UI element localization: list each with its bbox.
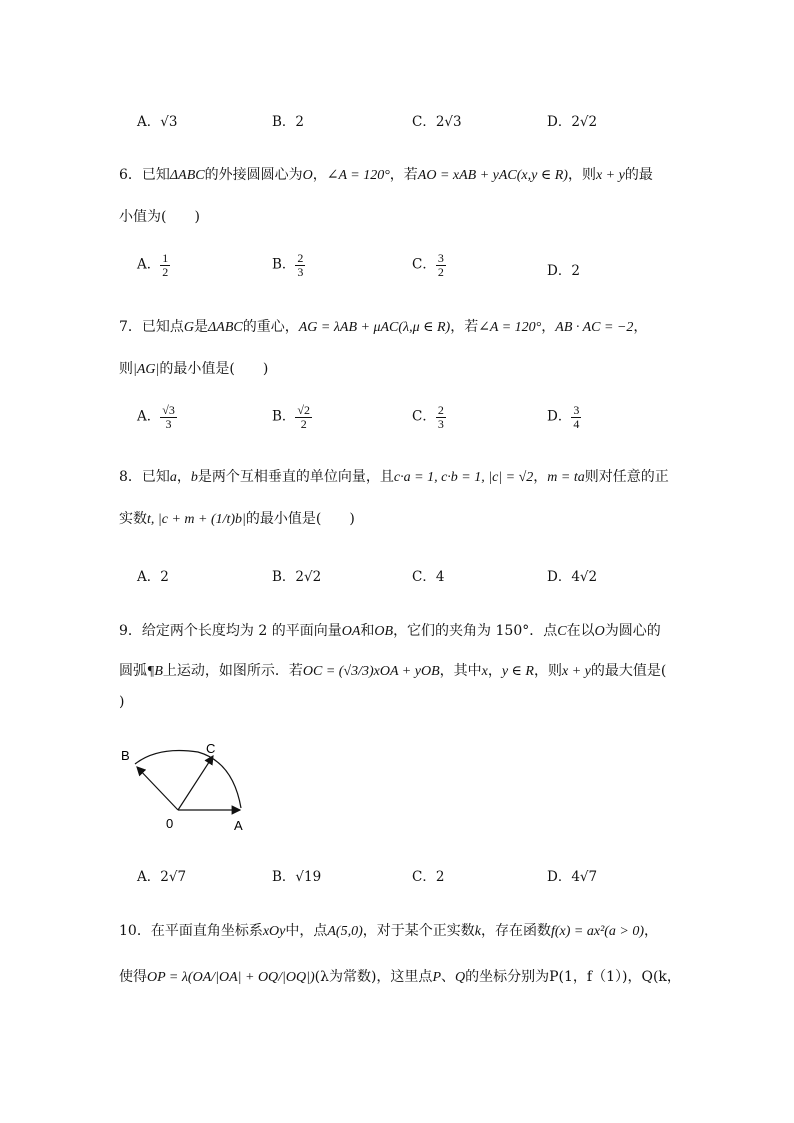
- q6-option-c: C． $\frac{3}{2}$: [412, 251, 444, 279]
- q7-option-b: B． $\frac{√2}{2}$: [272, 403, 311, 431]
- q5-option-d: D．2√2: [547, 114, 598, 130]
- q6-stem-line2: 小值为( ): [119, 209, 200, 225]
- q9-label-o: 0: [166, 816, 174, 831]
- q9-option-c: C．2: [412, 869, 445, 885]
- q10-stem-line2: 使得OP = λ(OA/|OA| + OQ/|OQ|)(λ为常数)，这里点P、Q的坐标分别为P(1，f（1）)，Q(k，: [119, 969, 681, 985]
- q5-option-a: A．√3: [137, 114, 178, 130]
- q6-option-d: D．2: [547, 263, 580, 279]
- q9-figure: [118, 738, 258, 833]
- q10-stem-line1: 10．在平面直角坐标系xOy中，点A(5,0)，对于某个正实数k，存在函数f(x) = ax²(a > 0)，: [119, 923, 659, 939]
- q9-label-b: B: [121, 748, 130, 763]
- q5-option-c: C．2√3: [412, 114, 462, 130]
- q9-label-a: A: [234, 818, 243, 833]
- q5-option-b: B．2: [272, 114, 305, 130]
- q7-option-d: D． $\frac{3}{4}$: [547, 403, 580, 431]
- q8-option-d: D．4√2: [547, 569, 598, 585]
- q8-stem-line1: 8．已知a，b是两个互相垂直的单位向量，且c·a = 1, c·b = 1, |c| = √2，m = ta则对任意的正: [119, 469, 669, 485]
- q9-stem-line2: 圆弧¶B上运动，如图所示．若OC = (√3/3)xOA + yOB，其中x，y ∈ R，则x + y的最大值是(: [119, 663, 667, 679]
- q6-option-a: A． $\frac{1}{2}$: [137, 251, 169, 279]
- q9-option-a: A．2√7: [137, 869, 187, 885]
- q9-label-c: C: [206, 741, 216, 756]
- q6-stem-line1: 6．已知ΔABC的外接圆圆心为O，∠A = 120°，若AO = xAB + yAC(x,y ∈ R)，则x + y的最: [119, 167, 653, 183]
- q6-option-b: B． $\frac{2}{3}$: [272, 251, 304, 279]
- q8-option-b: B．2√2: [272, 569, 322, 585]
- q7-stem-line2: 则|AG|的最小值是( ): [119, 361, 269, 377]
- q9-vector-ob: [137, 767, 178, 810]
- q8-option-a: A．2: [137, 569, 169, 585]
- q7-stem-line1: 7．已知点G是ΔABC的重心，AG = λAB + μAC(λ,μ ∈ R)，若∠A = 120°，AB · AC = −2，: [119, 319, 648, 335]
- q9-option-b: B．√19: [272, 869, 322, 885]
- q9-option-d: D．4√7: [547, 869, 598, 885]
- q7-option-a: A． $\frac{√3}{3}$: [137, 403, 175, 431]
- q8-option-c: C．4: [412, 569, 445, 585]
- q8-stem-line2: 实数t, |c + m + (1/t)b|的最小值是( ): [119, 511, 355, 527]
- q7-option-c: C． $\frac{2}{3}$: [412, 403, 444, 431]
- q9-stem-line3: ): [119, 694, 125, 710]
- q9-arc: [135, 751, 241, 809]
- q9-vector-oc: [178, 756, 213, 810]
- q9-stem-line1: 9．给定两个长度均为 2 的平面向量OA和OB，它们的夹角为 150°．点C在以O为圆心的: [119, 623, 661, 639]
